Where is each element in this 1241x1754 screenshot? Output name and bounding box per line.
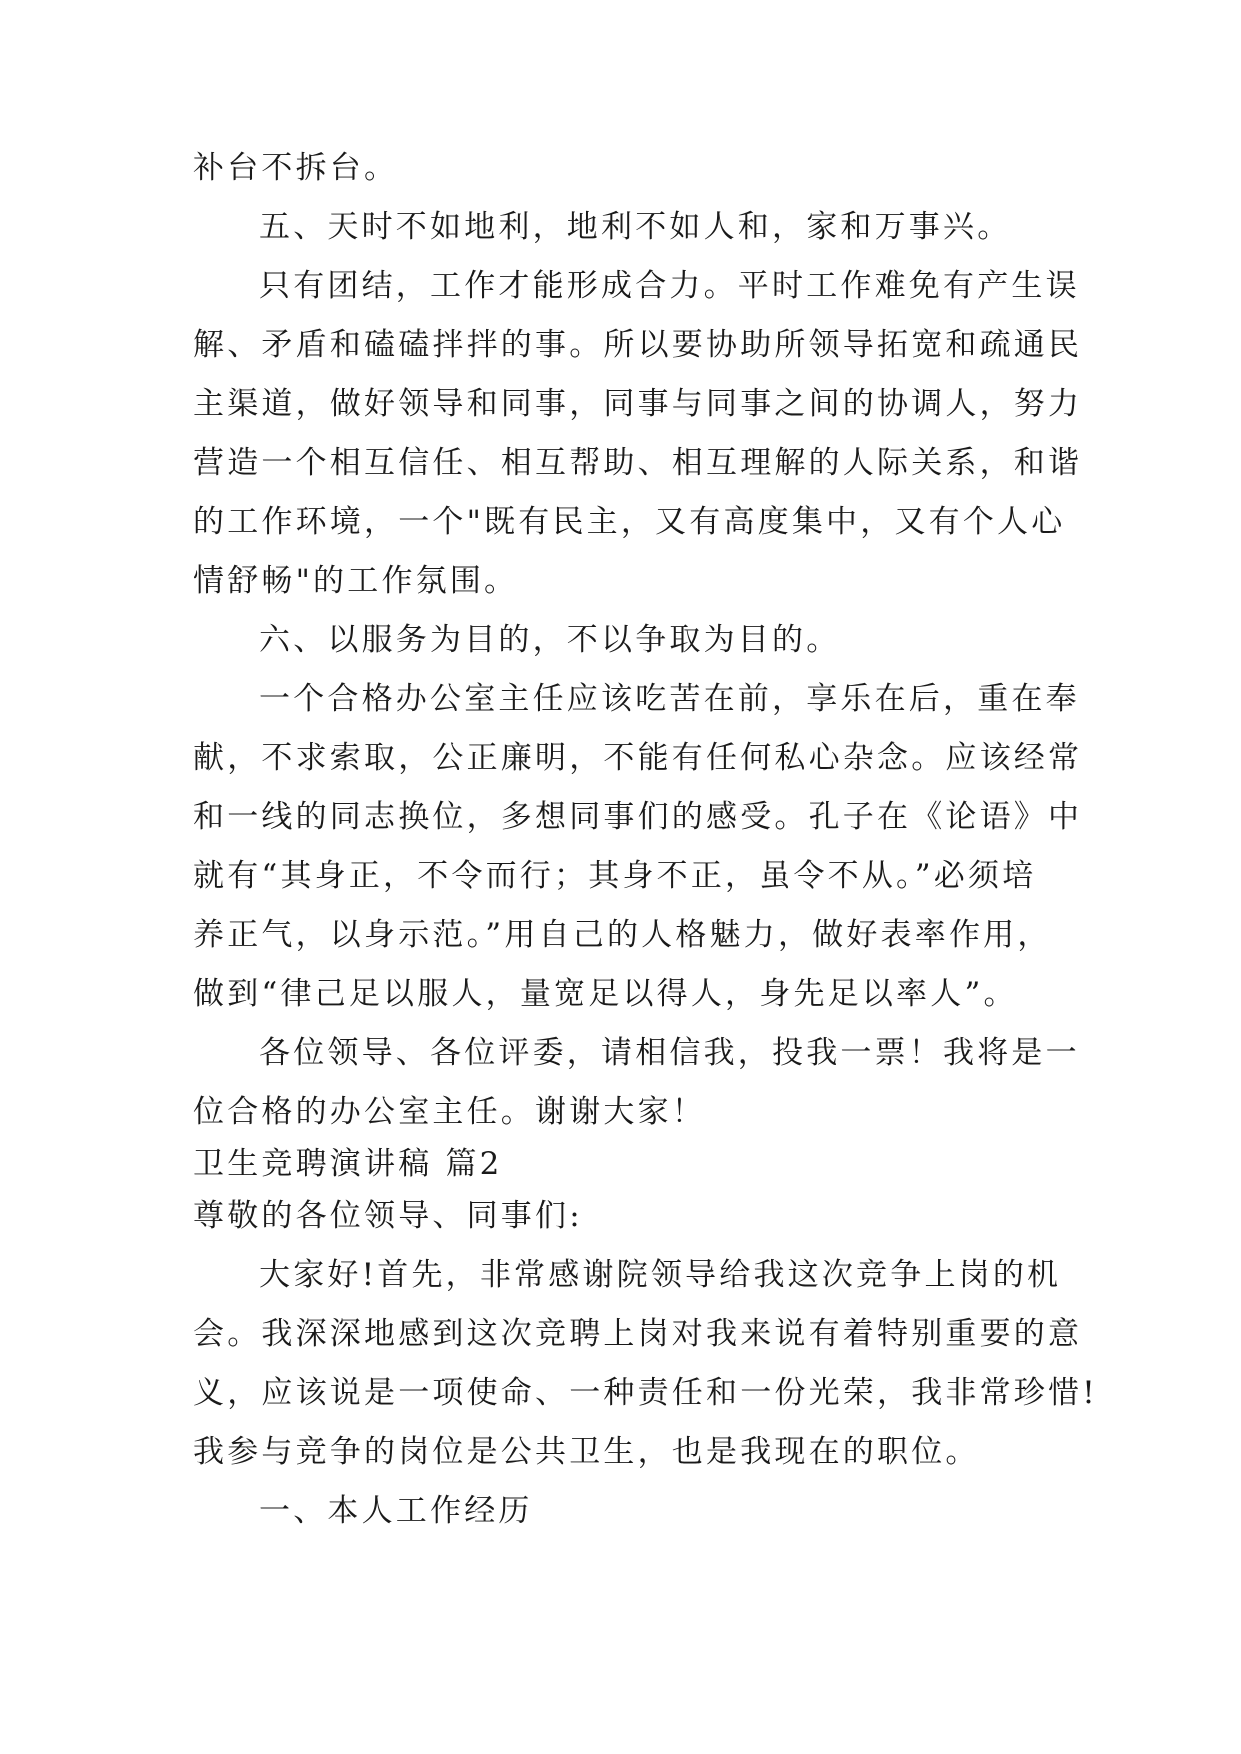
text-line: 情舒畅"的工作氛围。 [193, 563, 519, 599]
salutation: 尊敬的各位领导、同事们: [193, 1198, 583, 1234]
section-heading: 六、以服务为目的，不以争取为目的。 [259, 622, 841, 658]
text-line: 我参与竞争的岗位是公共卫生，也是我现在的职位。 [193, 1434, 980, 1470]
document-page [193, 150, 1098, 1530]
text-line: 各位领导、各位评委，请相信我，投我一票！我将是一 [259, 1035, 1080, 1071]
article-title: 卫生竞聘演讲稿 篇2 [193, 1146, 503, 1182]
text-line: 会。我深深地感到这次竞聘上岗对我来说有着特别重要的意 [193, 1316, 1083, 1352]
text-line: 义，应该说是一项使命、一种责任和一份光荣，我非常珍惜! [193, 1375, 1098, 1411]
text-line: 的工作环境，一个"既有民主，又有高度集中，又有个人心 [193, 504, 1066, 540]
section-heading: 五、天时不如地利，地利不如人和，家和万事兴。 [259, 209, 1012, 245]
text-line: 就有“其身正，不令而行；其身不正，虽令不从。”必须培 [193, 858, 1037, 894]
text-line: 和一线的同志换位，多想同事们的感受。孔子在《论语》中 [193, 799, 1083, 835]
text-line: 位合格的办公室主任。谢谢大家！ [193, 1094, 706, 1130]
text-line: 养正气，以身示范。”用自己的人格魅力，做好表率作用， [193, 917, 1052, 953]
text-line: 主渠道，做好领导和同事，同事与同事之间的协调人，努力 [193, 386, 1083, 422]
text-line: 一个合格办公室主任应该吃苦在前，享乐在后，重在奉 [259, 681, 1080, 717]
text-line: 大家好!首先，非常感谢院领导给我这次竞争上岗的机 [259, 1257, 1062, 1293]
section-heading: 一、本人工作经历 [259, 1493, 533, 1529]
text-line: 补台不拆台。 [193, 150, 399, 186]
text-line: 做到“律己足以服人，量宽足以得人，身先足以率人”。 [193, 976, 1018, 1012]
text-line: 只有团结，工作才能形成合力。平时工作难免有产生误 [259, 268, 1080, 304]
text-line: 营造一个相互信任、相互帮助、相互理解的人际关系，和谐 [193, 445, 1083, 481]
text-line: 解、矛盾和磕磕拌拌的事。所以要协助所领导拓宽和疏通民 [193, 327, 1083, 363]
text-line: 献，不求索取，公正廉明，不能有任何私心杂念。应该经常 [193, 740, 1083, 776]
